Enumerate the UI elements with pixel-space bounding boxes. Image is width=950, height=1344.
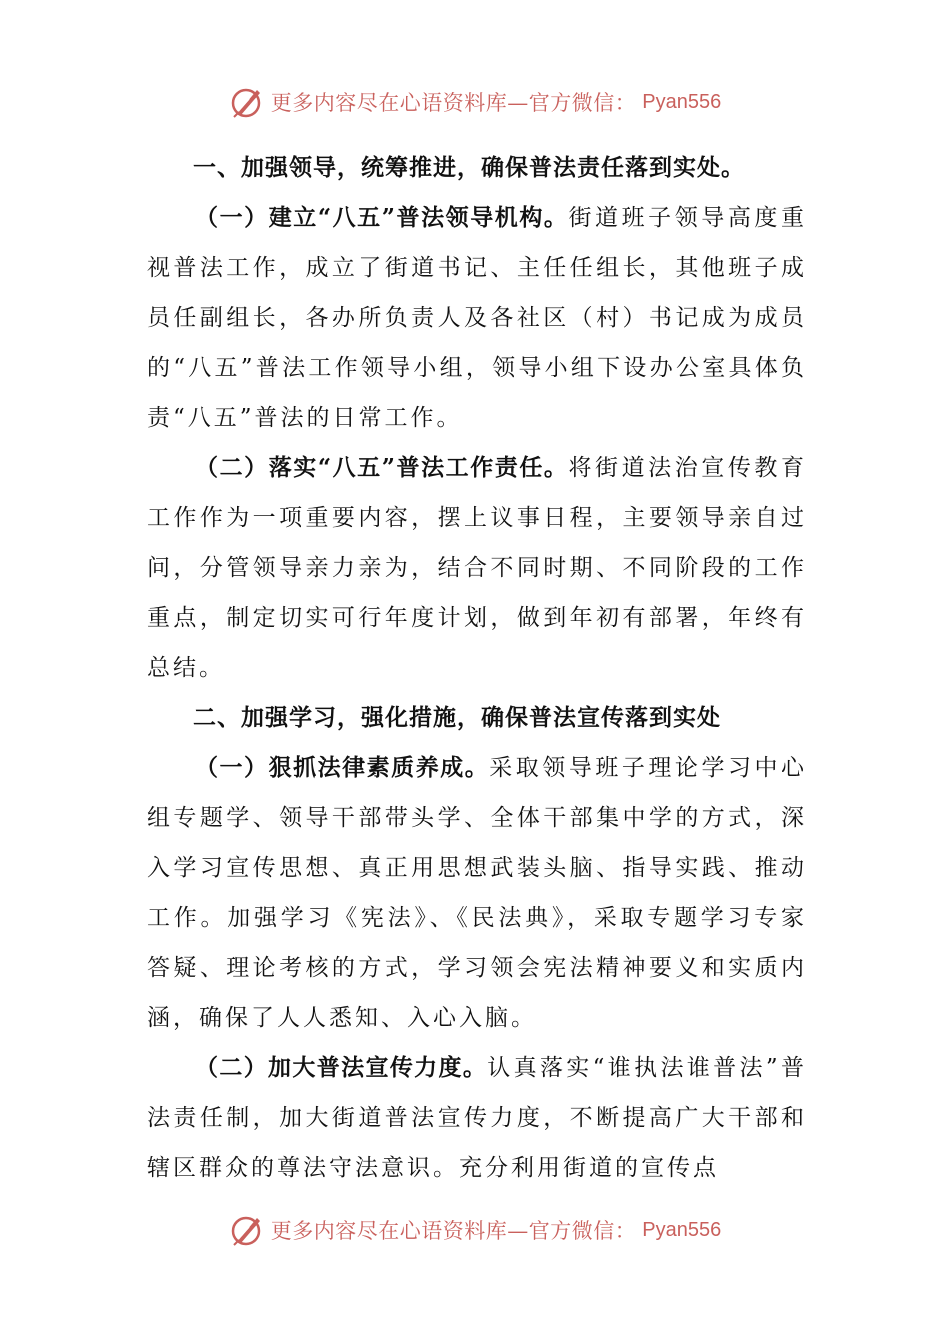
paragraph-1-lead: （一）建立“八五”普法领导机构。 bbox=[195, 204, 569, 231]
paragraph-3-text: 采取领导班子理论学习中心组专题学、领导干部带头学、全体干部集中学的方式，深入学习宣传思想、真正用思想武装头脑、指导实践、推动工作。加强学习《宪法》、《民法典》，采取专题学习专家答疑、理论考核的方式，学习领会宪法精神要义和实质内涵，确保了人人悉知、入心入脑。 bbox=[147, 755, 808, 1031]
section-heading-2: 二、加强学习，强化措施，确保普法宣传落到实处 bbox=[193, 704, 721, 731]
watermark-footer bbox=[0, 1210, 950, 1250]
document-body bbox=[147, 143, 807, 1193]
watermark-wechat-id: Pyan556 bbox=[642, 90, 722, 113]
paragraph-2-text: 将街道法治宣传教育工作作为一项重要内容，摆上议事日程，主要领导亲自过问，分管领导亲力亲为，结合不同时期、不同阶段的工作重点，制定切实可行年度计划，做到年初有部署，年终有总结。 bbox=[147, 455, 807, 681]
paragraph-1 bbox=[147, 193, 807, 443]
paragraph-3-lead: （一）狠抓法律素质养成。 bbox=[195, 754, 490, 781]
quill-logo-icon bbox=[229, 1212, 265, 1248]
watermark-text: 更多内容尽在心语资料库—官方微信： bbox=[270, 1219, 637, 1243]
paragraph-1-text: 街道班子领导高度重视普法工作，成立了街道书记、主任任组长，其他班子成员任副组长，各办所负责人及各社区（村）书记成为成员的“八五”普法工作领导小组，领导小组下设办公室具体负责“八五”普法的日常工作。 bbox=[147, 205, 807, 431]
paragraph-2-lead: （二）落实“八五”普法工作责任。 bbox=[195, 454, 569, 481]
section-heading-1: 一、加强领导，统筹推进，确保普法责任落到实处。 bbox=[193, 154, 745, 181]
watermark-wechat-id: Pyan556 bbox=[642, 1218, 722, 1241]
quill-logo-icon bbox=[229, 84, 265, 120]
watermark-text: 更多内容尽在心语资料库—官方微信： bbox=[270, 91, 637, 115]
paragraph-4 bbox=[147, 1043, 807, 1193]
watermark-header bbox=[0, 82, 950, 122]
paragraph-4-text: 认真落实“谁执法谁普法”普法责任制，加大街道普法宣传力度，不断提高广大干部和辖区群众的尊法守法意识。充分利用街道的宣传点 bbox=[147, 1055, 807, 1181]
paragraph-4-lead: （二）加大普法宣传力度。 bbox=[195, 1054, 488, 1081]
paragraph-2 bbox=[147, 443, 807, 693]
paragraph-3 bbox=[147, 743, 807, 1043]
